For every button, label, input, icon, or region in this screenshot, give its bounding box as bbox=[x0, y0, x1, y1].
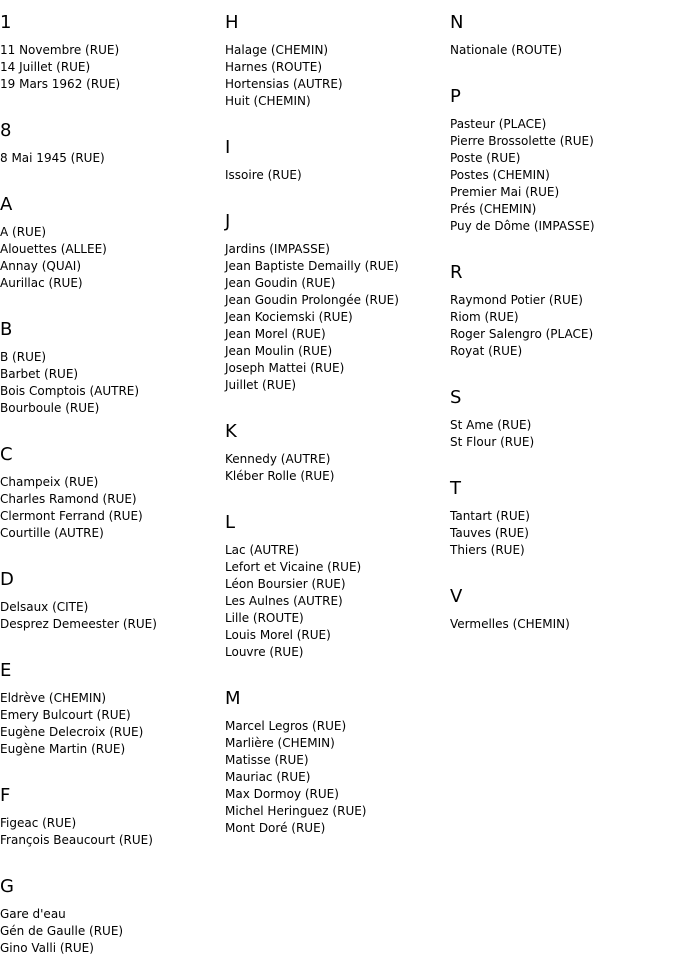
letter-section bbox=[450, 466, 672, 559]
street-list-item: 14 Juillet (RUE) bbox=[0, 60, 91, 74]
section-letter-heading: D bbox=[0, 569, 14, 590]
street-list-item: Léon Boursier (RUE) bbox=[225, 577, 346, 591]
section-letter-heading: S bbox=[450, 387, 462, 408]
street-list-item: Delsaux (CITE) bbox=[0, 600, 89, 614]
letter-section bbox=[225, 676, 447, 837]
section-letter-heading: 1 bbox=[0, 12, 12, 33]
street-list-item: Tantart (RUE) bbox=[450, 509, 530, 523]
street-index-column-3 bbox=[450, 0, 672, 648]
section-letter-heading: R bbox=[450, 262, 463, 283]
street-list-item: Gino Valli (RUE) bbox=[0, 941, 94, 955]
letter-section bbox=[450, 74, 672, 235]
street-list-item: Louvre (RUE) bbox=[225, 645, 304, 659]
section-letter-heading: K bbox=[225, 421, 237, 442]
street-list-item: Jean Goudin (RUE) bbox=[225, 276, 336, 290]
street-list-item: Eldrève (CHEMIN) bbox=[0, 691, 107, 705]
street-list bbox=[225, 542, 447, 661]
street-list-item: Bourboule (RUE) bbox=[0, 401, 100, 415]
street-list-item: 11 Novembre (RUE) bbox=[0, 43, 120, 57]
street-list bbox=[0, 599, 222, 633]
street-list-item: Pierre Brossolette (RUE) bbox=[450, 134, 594, 148]
street-list-item: Hortensias (AUTRE) bbox=[225, 77, 343, 91]
street-list bbox=[0, 815, 222, 849]
section-letter-heading: N bbox=[450, 12, 464, 33]
street-list-item: Max Dormoy (RUE) bbox=[225, 787, 339, 801]
street-list-item: Riom (RUE) bbox=[450, 310, 519, 324]
street-list bbox=[450, 42, 672, 59]
street-list bbox=[0, 690, 222, 758]
street-list bbox=[0, 42, 222, 93]
street-list-item: Louis Morel (RUE) bbox=[225, 628, 331, 642]
letter-section bbox=[0, 648, 222, 758]
street-list-item: Marlière (CHEMIN) bbox=[225, 736, 335, 750]
section-letter-heading: F bbox=[0, 785, 11, 806]
letter-section bbox=[0, 432, 222, 542]
street-list-item: Jean Morel (RUE) bbox=[225, 327, 326, 341]
section-letter-heading: T bbox=[450, 478, 461, 499]
letter-section bbox=[0, 0, 222, 93]
section-letter-heading: P bbox=[450, 86, 461, 107]
street-list-item: Mauriac (RUE) bbox=[225, 770, 311, 784]
street-list-item: Desprez Demeester (RUE) bbox=[0, 617, 157, 631]
street-list-item: Kennedy (AUTRE) bbox=[225, 452, 331, 466]
street-list-item: François Beaucourt (RUE) bbox=[0, 833, 153, 847]
letter-section bbox=[225, 0, 447, 110]
street-list-item: Jean Goudin Prolongée (RUE) bbox=[225, 293, 399, 307]
street-list-item: Marcel Legros (RUE) bbox=[225, 719, 347, 733]
street-list-item: St Ame (RUE) bbox=[450, 418, 532, 432]
street-list-item: Les Aulnes (AUTRE) bbox=[225, 594, 343, 608]
street-list-item: Bois Comptois (AUTRE) bbox=[0, 384, 140, 398]
street-list-item: Lille (ROUTE) bbox=[225, 611, 304, 625]
street-list bbox=[450, 292, 672, 360]
street-list-item: Joseph Mattei (RUE) bbox=[225, 361, 345, 375]
street-list-item: St Flour (RUE) bbox=[450, 435, 535, 449]
street-list-item: Charles Ramond (RUE) bbox=[0, 492, 137, 506]
street-list-item: Jardins (IMPASSE) bbox=[225, 242, 330, 256]
street-list-item: Matisse (RUE) bbox=[225, 753, 309, 767]
street-list-item: Emery Bulcourt (RUE) bbox=[0, 708, 131, 722]
street-list bbox=[0, 906, 222, 957]
street-list-item: Postes (CHEMIN) bbox=[450, 168, 550, 182]
street-list-item: Aurillac (RUE) bbox=[0, 276, 83, 290]
letter-section bbox=[225, 199, 447, 394]
street-list-item: Poste (RUE) bbox=[450, 151, 521, 165]
street-list-item: Tauves (RUE) bbox=[450, 526, 529, 540]
letter-section bbox=[225, 409, 447, 485]
letter-section bbox=[450, 250, 672, 360]
street-list-item: Barbet (RUE) bbox=[0, 367, 79, 381]
street-list-item: A (RUE) bbox=[0, 225, 47, 239]
street-list-item: Premier Mai (RUE) bbox=[450, 185, 560, 199]
street-list-item: Champeix (RUE) bbox=[0, 475, 99, 489]
street-list bbox=[450, 116, 672, 235]
street-list bbox=[450, 616, 672, 633]
street-list-item: Kléber Rolle (RUE) bbox=[225, 469, 335, 483]
street-list-item: Gén de Gaulle (RUE) bbox=[0, 924, 124, 938]
letter-section bbox=[0, 864, 222, 957]
section-letter-heading: C bbox=[0, 444, 13, 465]
street-index-column-2 bbox=[225, 0, 447, 852]
street-list-item: Vermelles (CHEMIN) bbox=[450, 617, 570, 631]
street-list bbox=[450, 508, 672, 559]
street-list-item: Roger Salengro (PLACE) bbox=[450, 327, 594, 341]
street-list-item: 8 Mai 1945 (RUE) bbox=[0, 151, 105, 165]
street-list bbox=[225, 167, 447, 184]
letter-section bbox=[0, 773, 222, 849]
section-letter-heading: A bbox=[0, 194, 13, 215]
street-list-item: Eugène Martin (RUE) bbox=[0, 742, 126, 756]
street-list bbox=[225, 451, 447, 485]
street-list bbox=[450, 417, 672, 451]
street-list-item: Annay (QUAI) bbox=[0, 259, 82, 273]
letter-section bbox=[0, 307, 222, 417]
street-list bbox=[0, 349, 222, 417]
street-list-item: Mont Doré (RUE) bbox=[225, 821, 326, 835]
street-list-item: Lac (AUTRE) bbox=[225, 543, 300, 557]
street-list-item: Prés (CHEMIN) bbox=[450, 202, 537, 216]
street-index-column-1 bbox=[0, 0, 222, 972]
section-letter-heading: E bbox=[0, 660, 12, 681]
street-list bbox=[225, 718, 447, 837]
street-list-item: Eugène Delecroix (RUE) bbox=[0, 725, 144, 739]
street-list bbox=[0, 474, 222, 542]
section-letter-heading: L bbox=[225, 512, 236, 533]
street-list-item: Huit (CHEMIN) bbox=[225, 94, 311, 108]
letter-section bbox=[0, 108, 222, 167]
section-letter-heading: I bbox=[225, 137, 231, 158]
street-list-item: Michel Heringuez (RUE) bbox=[225, 804, 367, 818]
street-list-item: Pasteur (PLACE) bbox=[450, 117, 547, 131]
street-list-item: Jean Moulin (RUE) bbox=[225, 344, 333, 358]
letter-section bbox=[0, 557, 222, 633]
street-list-item: Puy de Dôme (IMPASSE) bbox=[450, 219, 595, 233]
section-letter-heading: 8 bbox=[0, 120, 12, 141]
street-list bbox=[0, 224, 222, 292]
section-letter-heading: H bbox=[225, 12, 239, 33]
street-list-item: Royat (RUE) bbox=[450, 344, 523, 358]
section-letter-heading: J bbox=[225, 211, 231, 232]
street-list-item: Thiers (RUE) bbox=[450, 543, 525, 557]
street-list-item: Jean Baptiste Demailly (RUE) bbox=[225, 259, 399, 273]
letter-section bbox=[450, 574, 672, 633]
street-list-item: Clermont Ferrand (RUE) bbox=[0, 509, 143, 523]
street-list bbox=[225, 42, 447, 110]
street-list-item: Harnes (ROUTE) bbox=[225, 60, 322, 74]
street-list-item: Lefort et Vicaine (RUE) bbox=[225, 560, 362, 574]
street-list-item: Courtille (AUTRE) bbox=[0, 526, 104, 540]
section-letter-heading: M bbox=[225, 688, 241, 709]
street-list-item: Raymond Potier (RUE) bbox=[450, 293, 583, 307]
street-list-item: Figeac (RUE) bbox=[0, 816, 77, 830]
section-letter-heading: V bbox=[450, 586, 463, 607]
letter-section bbox=[0, 182, 222, 292]
section-letter-heading: B bbox=[0, 319, 13, 340]
letter-section bbox=[450, 0, 672, 59]
street-list-item: B (RUE) bbox=[0, 350, 47, 364]
letter-section bbox=[225, 125, 447, 184]
section-letter-heading: G bbox=[0, 876, 14, 897]
street-list-item: 19 Mars 1962 (RUE) bbox=[0, 77, 121, 91]
street-list-item: Jean Kociemski (RUE) bbox=[225, 310, 353, 324]
street-list-item: Nationale (ROUTE) bbox=[450, 43, 563, 57]
street-list bbox=[0, 150, 222, 167]
letter-section bbox=[450, 375, 672, 451]
letter-section bbox=[225, 500, 447, 661]
street-list-item: Gare d'eau bbox=[0, 907, 66, 921]
street-list-item: Issoire (RUE) bbox=[225, 168, 302, 182]
street-list-item: Halage (CHEMIN) bbox=[225, 43, 329, 57]
street-list-item: Juillet (RUE) bbox=[225, 378, 297, 392]
street-list-item: Alouettes (ALLEE) bbox=[0, 242, 107, 256]
street-list bbox=[225, 241, 447, 394]
